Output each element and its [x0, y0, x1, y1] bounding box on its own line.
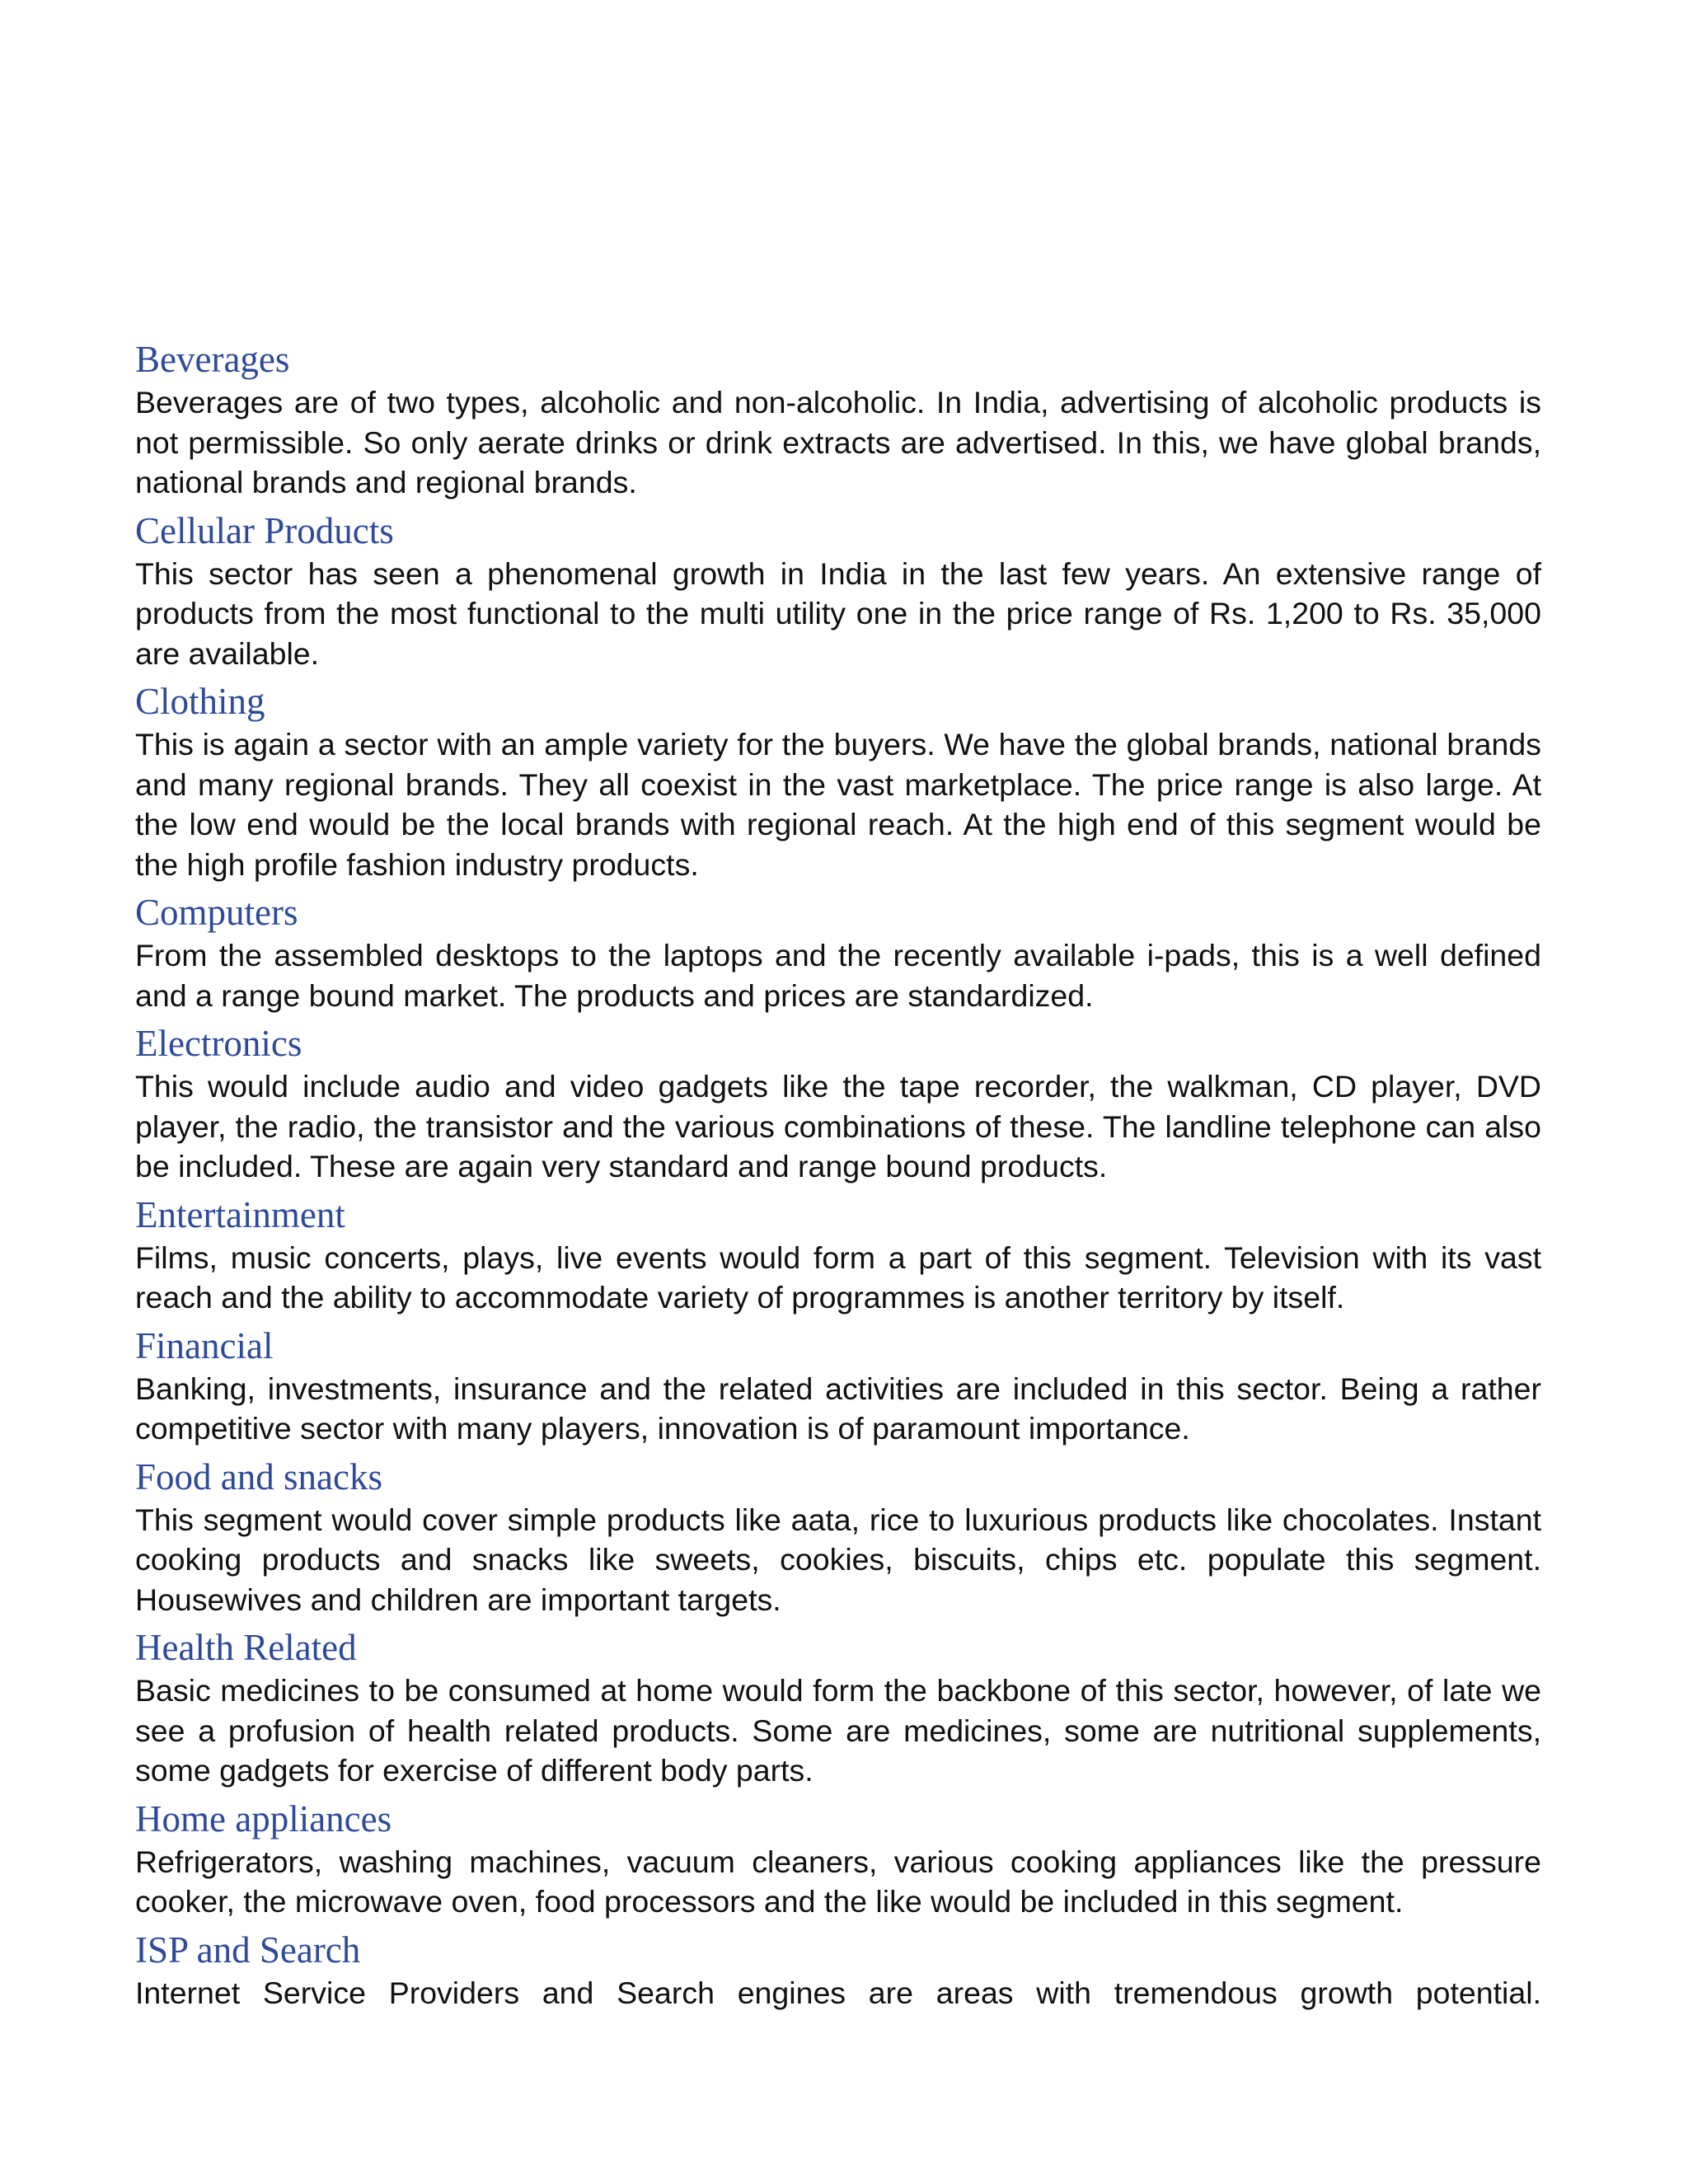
section-food-and-snacks — [135, 1455, 1541, 1620]
section-isp-and-search — [135, 1929, 1541, 2013]
section-body: This sector has seen a phenomenal growth in India in the last few years. An extensive range of products from the most functional to the multi utility one in the price range of Rs. 1,200 to Rs. 35,000 are available. — [135, 555, 1541, 671]
section-body: This segment would cover simple products like aata, rice to luxurious products like chocolates. Instant cooking products and snacks like sweets, cookies, biscuits, chips etc. populate this segment. Housewives and children are important targets. — [135, 1502, 1541, 1617]
section-heading: Health Related — [135, 1627, 357, 1668]
section-body: Films, music concerts, plays, live events would form a part of this segment. Television with its vast reach and the ability to accommodate variety of programmes is another territory by itself. — [135, 1240, 1541, 1315]
section-beverages — [135, 338, 1541, 503]
section-health-related — [135, 1626, 1541, 1791]
section-computers — [135, 891, 1541, 1015]
section-heading: Beverages — [135, 339, 290, 380]
section-financial — [135, 1324, 1541, 1449]
section-heading: ISP and Search — [135, 1929, 361, 1971]
section-clothing — [135, 680, 1541, 884]
section-heading: Entertainment — [135, 1193, 345, 1235]
document-content — [135, 338, 1541, 2019]
section-entertainment — [135, 1193, 1541, 1318]
section-heading: Food and snacks — [135, 1455, 382, 1497]
section-heading: Financial — [135, 1324, 274, 1366]
section-body: Basic medicines to be consumed at home would form the backbone of this sector, however, of late we see a profusion of health related products. Some are medicines, some are nutritional supplements, some gadgets for exercise of different body parts. — [135, 1673, 1541, 1788]
section-body: This would include audio and video gadgets like the tape recorder, the walkman, CD player, DVD player, the radio, the transistor and the various combinations of these. The landline telephone can also be included. These are again very standard and range bound products. — [135, 1069, 1541, 1183]
section-heading: Cellular Products — [135, 509, 394, 551]
section-heading: Computers — [135, 892, 298, 933]
section-heading: Home appliances — [135, 1797, 392, 1840]
section-body: This is again a sector with an ample variety for the buyers. We have the global brands, national brands and many regional brands. They all coexist in the vast marketplace. The price range is also large. At the low end would be the local brands with regional reach. At the high end of this segment would be the high profile fashion industry products. — [135, 727, 1541, 882]
section-body: Beverages are of two types, alcoholic and non-alcoholic. In India, advertising of alcoholic products is not permissible. So only aerate drinks or drink extracts are advertised. In this, we have global brands, national brands and regional brands. — [135, 385, 1541, 499]
section-home-appliances — [135, 1797, 1541, 1922]
section-body: Internet Service Providers and Search engines are areas with tremendous growth potential. — [135, 1975, 1541, 2010]
section-cellular-products — [135, 509, 1541, 674]
section-body: Refrigerators, washing machines, vacuum cleaners, various cooking appliances like the pressure cooker, the microwave oven, food processors and the like would be included in this segment. — [135, 1844, 1541, 1919]
section-heading: Clothing — [135, 681, 265, 722]
section-body: From the assembled desktops to the laptops and the recently available i-pads, this is a well defined and a range bound market. The products and prices are standardized. — [135, 938, 1541, 1013]
section-body: Banking, investments, insurance and the related activities are included in this sector. Being a rather competitive sector with many players, innovation is of paramount importance. — [135, 1371, 1541, 1446]
section-electronics — [135, 1022, 1541, 1187]
section-heading: Electronics — [135, 1023, 302, 1064]
